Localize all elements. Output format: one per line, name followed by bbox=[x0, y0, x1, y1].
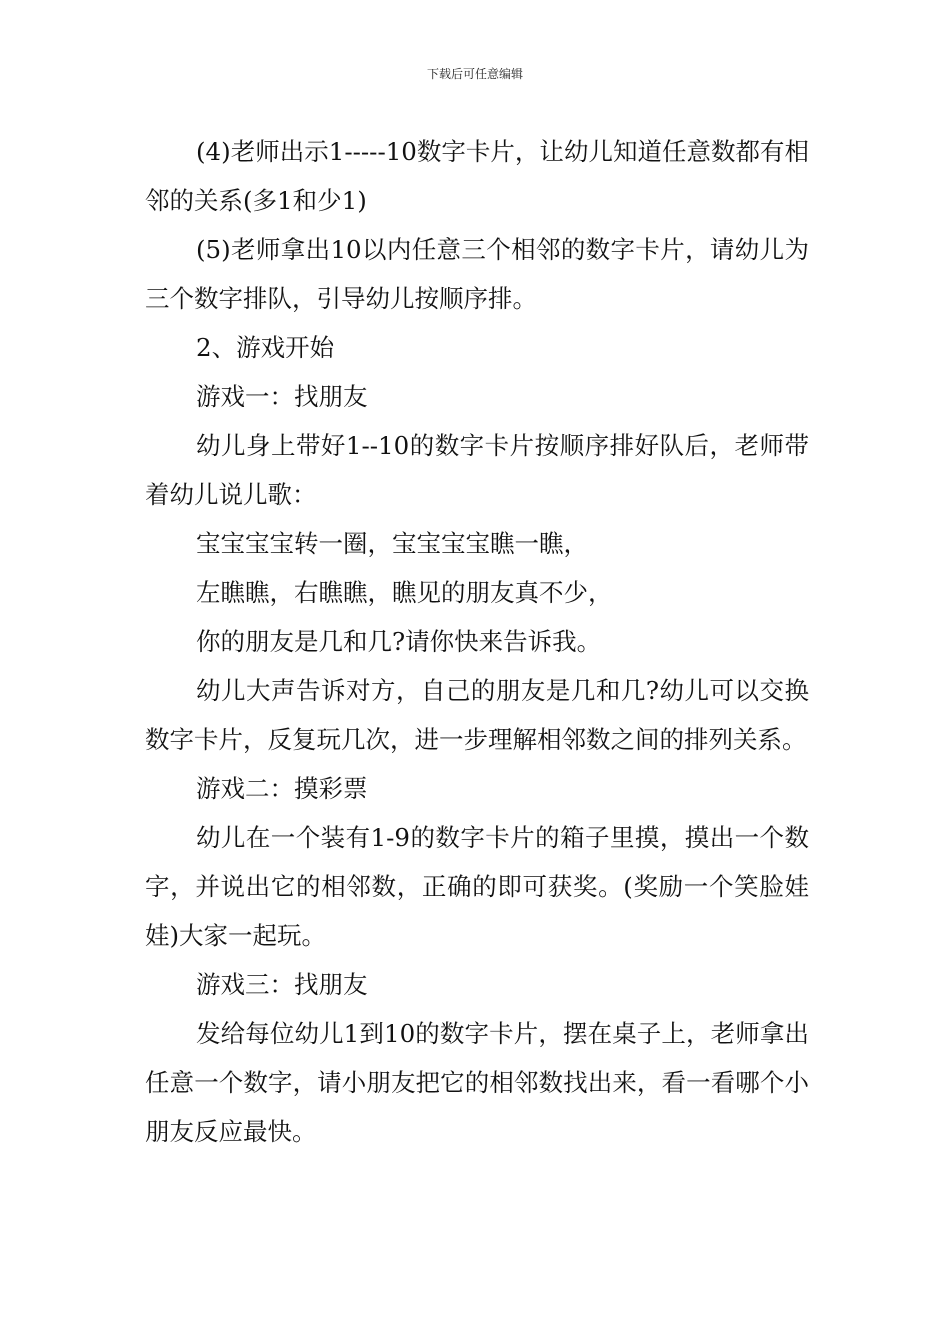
paragraph-step-4: (4)老师出示1-----10数字卡片，让幼儿知道任意数都有相邻的关系(多1和少1) bbox=[145, 137, 809, 215]
game-one-heading: 游戏一：找朋友 bbox=[196, 382, 368, 411]
rhyme-line-3: 你的朋友是几和几?请你快来告诉我。 bbox=[196, 627, 602, 656]
rhyme-line-1: 宝宝宝宝转一圈，宝宝宝宝瞧一瞧， bbox=[196, 529, 588, 558]
paragraph-step-5: (5)老师拿出10以内任意三个相邻的数字卡片，请幼儿为三个数字排队，引导幼儿按顺序排。 bbox=[145, 235, 809, 313]
game-two-description: 幼儿在一个装有1-9的数字卡片的箱子里摸，摸出一个数字，并说出它的相邻数，正确的即可获奖。(奖励一个笑脸娃娃)大家一起玩。 bbox=[145, 823, 809, 950]
rhyme-line-2: 左瞧瞧，右瞧瞧，瞧见的朋友真不少， bbox=[196, 578, 613, 607]
document-body bbox=[145, 127, 809, 1156]
page-header-note: 下载后可任意编辑 bbox=[426, 67, 523, 81]
game-one-description: 幼儿身上带好1--10的数字卡片按顺序排好队后，老师带着幼儿说儿歌： bbox=[145, 431, 809, 509]
game-two-heading: 游戏二：摸彩票 bbox=[196, 774, 368, 803]
game-three-heading: 游戏三：找朋友 bbox=[196, 970, 368, 999]
game-three-description: 发给每位幼儿1到10的数字卡片，摆在桌子上，老师拿出任意一个数字，请小朋友把它的相邻数找出来，看一看哪个小朋友反应最快。 bbox=[145, 1019, 809, 1146]
game-one-followup: 幼儿大声告诉对方，自己的朋友是几和几?幼儿可以交换数字卡片，反复玩几次，进一步理解相邻数之间的排列关系。 bbox=[145, 676, 809, 754]
section-heading-game-start: 2、游戏开始 bbox=[196, 333, 335, 362]
